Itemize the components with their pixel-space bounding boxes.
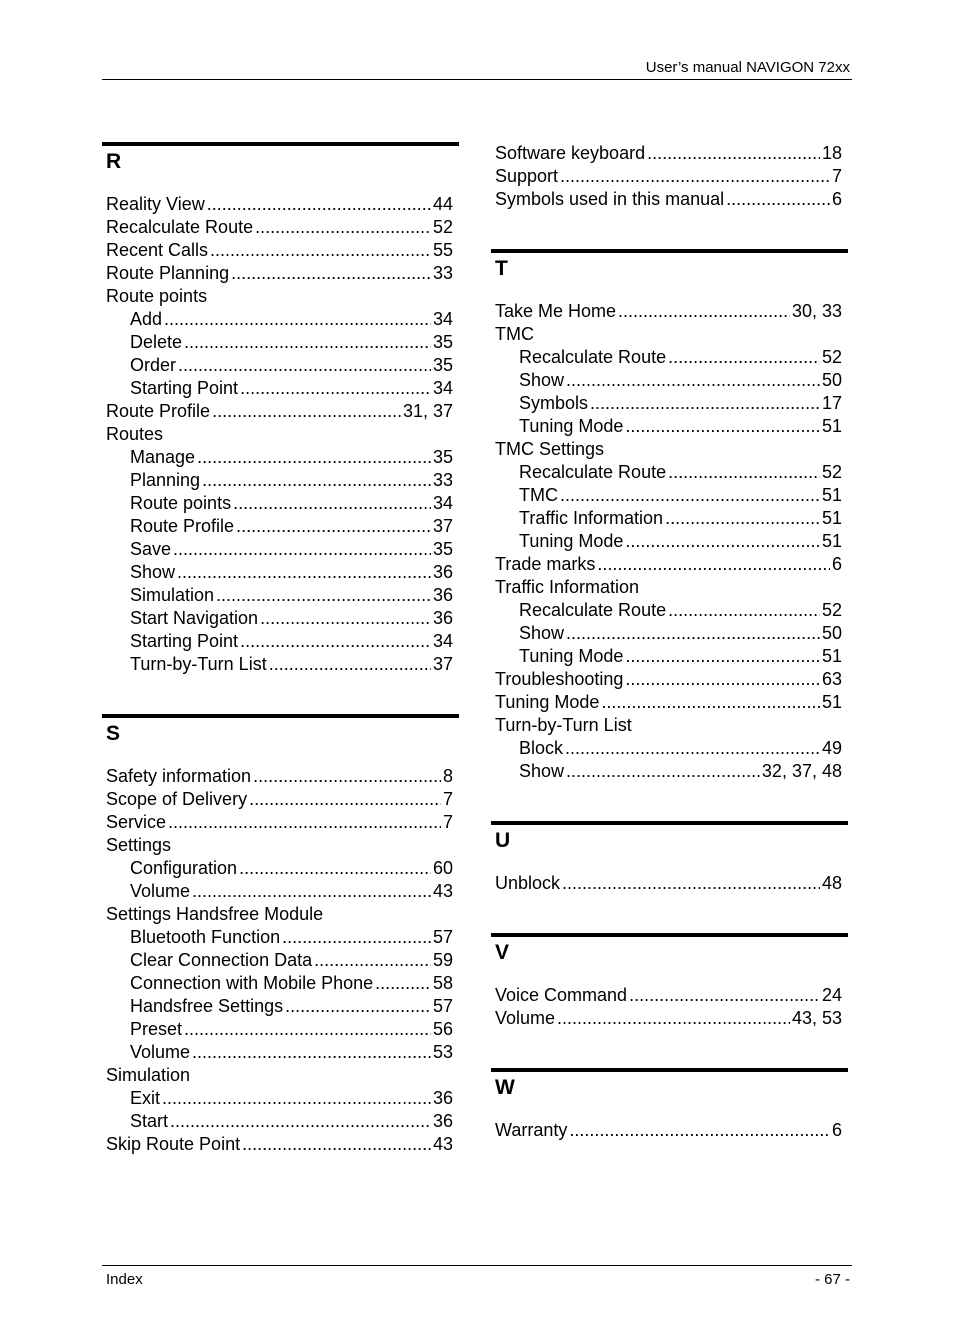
index-term: Planning	[130, 470, 201, 490]
index-term: TMC	[495, 324, 534, 344]
index-page-ref: 30, 33	[791, 301, 842, 321]
dot-leader	[168, 811, 441, 834]
dot-leader	[590, 392, 820, 415]
index-page-ref: 49	[821, 738, 842, 758]
index-term: Connection with Mobile Phone	[130, 973, 374, 993]
index-term: Start	[130, 1111, 169, 1131]
index-term: Simulation	[130, 585, 215, 605]
index-page-ref: 36	[432, 562, 453, 582]
index-page-ref: 8	[442, 766, 453, 786]
dot-leader	[625, 645, 820, 668]
index-page-ref: 6	[831, 554, 842, 574]
index-term: Preset	[130, 1019, 183, 1039]
header-title: User’s manual NAVIGON 72xx	[645, 59, 850, 76]
dot-leader	[618, 300, 790, 323]
dot-leader	[566, 622, 820, 645]
index-term: Support	[495, 166, 559, 186]
index-entry	[102, 995, 459, 1018]
index-entry	[102, 446, 459, 469]
dot-leader	[566, 369, 820, 392]
section-letter: W	[491, 1068, 848, 1111]
dot-leader	[242, 1133, 431, 1156]
index-entry	[102, 811, 459, 834]
index-entry	[102, 285, 459, 308]
index-entry	[102, 216, 459, 239]
index-term: Troubleshooting	[495, 669, 624, 689]
index-entry	[491, 323, 848, 346]
index-term: Block	[519, 738, 564, 758]
index-entry	[491, 576, 848, 599]
index-section	[491, 933, 848, 1030]
index-section	[491, 142, 848, 211]
dot-leader	[665, 507, 820, 530]
index-term: Unblock	[495, 873, 561, 893]
index-term: Volume	[495, 1008, 556, 1028]
index-page-ref: 36	[432, 608, 453, 628]
index-entry	[102, 469, 459, 492]
index-page-ref: 36	[432, 585, 453, 605]
index-term: Recalculate Route	[519, 347, 667, 367]
index-term: Delete	[130, 332, 183, 352]
page-header	[102, 57, 852, 80]
index-term: Recalculate Route	[106, 217, 254, 237]
index-page-ref: 24	[821, 985, 842, 1005]
index-entry	[102, 607, 459, 630]
index-term: Volume	[130, 1042, 191, 1062]
dot-leader	[560, 484, 820, 507]
index-entry	[102, 354, 459, 377]
index-page-ref: 6	[831, 1120, 842, 1140]
section-letter: V	[491, 933, 848, 976]
index-entry	[491, 438, 848, 461]
index-page-ref: 35	[432, 332, 453, 352]
index-page-ref: 59	[432, 950, 453, 970]
index-page-ref: 35	[432, 539, 453, 559]
index-page-ref: 44	[432, 194, 453, 214]
index-entry	[102, 239, 459, 262]
dot-leader	[625, 668, 820, 691]
dot-leader	[565, 737, 820, 760]
index-entry	[102, 788, 459, 811]
index-section	[491, 249, 848, 783]
dot-leader	[282, 926, 431, 949]
dot-leader	[668, 461, 820, 484]
dot-leader	[314, 949, 431, 972]
index-section	[102, 714, 459, 1156]
index-entry	[491, 645, 848, 668]
index-term: Clear Connection Data	[130, 950, 313, 970]
dot-leader	[375, 972, 431, 995]
dot-leader	[647, 142, 820, 165]
index-term: Scope of Delivery	[106, 789, 248, 809]
index-page-ref: 43	[432, 1134, 453, 1154]
index-page-ref: 56	[432, 1019, 453, 1039]
index-page-ref: 63	[821, 669, 842, 689]
index-page-ref: 37	[432, 654, 453, 674]
dot-leader	[240, 377, 431, 400]
dot-leader	[562, 872, 820, 895]
index-page-ref: 43	[432, 881, 453, 901]
dot-leader	[255, 216, 431, 239]
index-term: Handsfree Settings	[130, 996, 284, 1016]
index-page-ref: 37	[432, 516, 453, 536]
index-entry	[102, 377, 459, 400]
index-term: Route points	[106, 286, 208, 306]
index-page-ref: 58	[432, 973, 453, 993]
dot-leader	[625, 530, 820, 553]
index-term: TMC	[519, 485, 558, 505]
index-entry	[491, 415, 848, 438]
index-term: Turn-by-Turn List	[495, 715, 632, 735]
index-term: Show	[519, 761, 565, 781]
index-page-ref: 52	[821, 600, 842, 620]
index-entry	[102, 653, 459, 676]
index-term: Recent Calls	[106, 240, 209, 260]
index-term: Tuning Mode	[495, 692, 600, 712]
index-term: Warranty	[495, 1120, 568, 1140]
index-term: Settings	[106, 835, 172, 855]
index-page-ref: 51	[821, 416, 842, 436]
index-entry	[491, 737, 848, 760]
index-column-left	[102, 142, 459, 1194]
dot-leader	[240, 630, 431, 653]
index-term: Route Profile	[130, 516, 235, 536]
index-term: Route Planning	[106, 263, 230, 283]
index-page-ref: 51	[821, 531, 842, 551]
index-term: Starting Point	[130, 631, 239, 651]
index-term: Skip Route Point	[106, 1134, 241, 1154]
index-entry	[102, 561, 459, 584]
index-term: Recalculate Route	[519, 462, 667, 482]
index-term: Routes	[106, 424, 164, 444]
dot-leader	[253, 765, 441, 788]
dot-leader	[207, 193, 431, 216]
index-page-ref: 48	[821, 873, 842, 893]
index-term: Take Me Home	[495, 301, 617, 321]
index-page-ref: 34	[432, 631, 453, 651]
index-page-ref: 34	[432, 378, 453, 398]
index-entry	[102, 538, 459, 561]
index-page-ref: 52	[432, 217, 453, 237]
index-term: Start Navigation	[130, 608, 259, 628]
index-page-ref: 36	[432, 1111, 453, 1131]
section-letter: T	[491, 249, 848, 292]
dot-leader	[249, 788, 441, 811]
index-page-ref: 53	[432, 1042, 453, 1062]
dot-leader	[197, 446, 431, 469]
index-entry	[102, 834, 459, 857]
index-page-ref: 51	[821, 508, 842, 528]
index-term: Route Profile	[106, 401, 211, 421]
index-term: Simulation	[106, 1065, 191, 1085]
index-entry	[102, 584, 459, 607]
index-section	[102, 142, 459, 676]
index-entry	[102, 1133, 459, 1156]
dot-leader	[184, 331, 431, 354]
index-term: Traffic Information	[495, 577, 640, 597]
index-entry	[102, 630, 459, 653]
dot-leader	[726, 188, 830, 211]
index-entry	[102, 765, 459, 788]
dot-leader	[625, 415, 820, 438]
index-entry	[491, 622, 848, 645]
index-page-ref: 52	[821, 347, 842, 367]
index-entry	[102, 331, 459, 354]
index-page-ref: 31, 37	[402, 401, 453, 421]
section-letter: R	[102, 142, 459, 185]
index-page-ref: 35	[432, 447, 453, 467]
index-page-ref: 33	[432, 470, 453, 490]
index-term: Safety information	[106, 766, 252, 786]
index-page-ref: 57	[432, 996, 453, 1016]
index-entry	[102, 515, 459, 538]
index-entry	[102, 423, 459, 446]
index-page-ref: 57	[432, 927, 453, 947]
index-entry	[491, 984, 848, 1007]
page-footer	[102, 1265, 852, 1288]
index-entry	[102, 1018, 459, 1041]
index-entry	[491, 553, 848, 576]
index-section	[491, 821, 848, 895]
index-entry	[491, 484, 848, 507]
index-term: Starting Point	[130, 378, 239, 398]
dot-leader	[566, 760, 760, 783]
index-term: Volume	[130, 881, 191, 901]
index-entry	[102, 1110, 459, 1133]
dot-leader	[668, 346, 820, 369]
index-entry	[102, 880, 459, 903]
index-page-ref: 43, 53	[791, 1008, 842, 1028]
index-entry	[102, 1087, 459, 1110]
dot-leader	[192, 1041, 431, 1064]
dot-leader	[285, 995, 431, 1018]
index-entry	[491, 369, 848, 392]
dot-leader	[216, 584, 431, 607]
page-number: - 67 -	[814, 1271, 850, 1288]
index-page-ref: 36	[432, 1088, 453, 1108]
dot-leader	[162, 1087, 431, 1110]
index-entry	[491, 188, 848, 211]
dot-leader	[560, 165, 830, 188]
dot-leader	[597, 553, 830, 576]
dot-leader	[170, 1110, 431, 1133]
index-page-ref: 50	[821, 623, 842, 643]
index-entry	[102, 857, 459, 880]
index-page-ref: 51	[821, 485, 842, 505]
dot-leader	[629, 984, 820, 1007]
dot-leader	[668, 599, 820, 622]
index-term: Symbols	[519, 393, 589, 413]
index-term: Show	[130, 562, 176, 582]
dot-leader	[233, 492, 431, 515]
index-term: Tuning Mode	[519, 531, 624, 551]
index-entry	[491, 392, 848, 415]
index-entry	[491, 530, 848, 553]
index-term: Order	[130, 355, 177, 375]
index-page-ref: 7	[442, 812, 453, 832]
dot-leader	[212, 400, 401, 423]
index-entry	[102, 492, 459, 515]
index-term: Bluetooth Function	[130, 927, 281, 947]
dot-leader	[557, 1007, 790, 1030]
index-page-ref: 18	[821, 143, 842, 163]
index-page-ref: 34	[432, 309, 453, 329]
index-entry	[491, 461, 848, 484]
section-letter: U	[491, 821, 848, 864]
dot-leader	[569, 1119, 830, 1142]
dot-leader	[260, 607, 431, 630]
index-page-ref: 32, 37, 48	[761, 761, 842, 781]
index-entry	[102, 972, 459, 995]
index-entry	[491, 714, 848, 737]
index-entry	[491, 1119, 848, 1142]
index-term: Symbols used in this manual	[495, 189, 725, 209]
dot-leader	[269, 653, 431, 676]
index-term: Save	[130, 539, 172, 559]
index-term: Service	[106, 812, 167, 832]
index-term: Turn-by-Turn List	[130, 654, 267, 674]
index-page-ref: 60	[432, 858, 453, 878]
index-entry	[491, 668, 848, 691]
index-entry	[491, 142, 848, 165]
index-page-ref: 7	[831, 166, 842, 186]
index-entry	[491, 599, 848, 622]
index-page-ref: 52	[821, 462, 842, 482]
index-entry	[102, 949, 459, 972]
index-entry	[102, 1064, 459, 1087]
index-page-ref: 51	[821, 692, 842, 712]
index-entry	[491, 507, 848, 530]
index-entry	[491, 1007, 848, 1030]
dot-leader	[236, 515, 431, 538]
index-column-right	[491, 142, 848, 1180]
index-entry	[102, 1041, 459, 1064]
index-entry	[491, 872, 848, 895]
index-term: Exit	[130, 1088, 161, 1108]
dot-leader	[178, 354, 431, 377]
index-term: Recalculate Route	[519, 600, 667, 620]
index-entry	[102, 400, 459, 423]
index-entry	[102, 193, 459, 216]
index-term: Trade marks	[495, 554, 596, 574]
index-term: Voice Command	[495, 985, 628, 1005]
dot-leader	[239, 857, 431, 880]
index-page-ref: 55	[432, 240, 453, 260]
index-page-ref: 35	[432, 355, 453, 375]
index-term: Tuning Mode	[519, 416, 624, 436]
dot-leader	[164, 308, 431, 331]
index-page-ref: 17	[821, 393, 842, 413]
index-term: Settings Handsfree Module	[106, 904, 324, 924]
index-page-ref: 50	[821, 370, 842, 390]
index-term: Show	[519, 370, 565, 390]
index-entry	[491, 760, 848, 783]
index-page-ref: 7	[442, 789, 453, 809]
index-term: Add	[130, 309, 163, 329]
index-entry	[102, 926, 459, 949]
index-page-ref: 34	[432, 493, 453, 513]
dot-leader	[184, 1018, 431, 1041]
index-entry	[491, 300, 848, 323]
index-page-ref: 51	[821, 646, 842, 666]
index-term: Traffic Information	[519, 508, 664, 528]
dot-leader	[210, 239, 431, 262]
index-entry	[491, 691, 848, 714]
index-entry	[102, 262, 459, 285]
index-term: TMC Settings	[495, 439, 605, 459]
index-term: Configuration	[130, 858, 238, 878]
index-entry	[102, 308, 459, 331]
dot-leader	[601, 691, 820, 714]
dot-leader	[192, 880, 431, 903]
index-section	[491, 1068, 848, 1142]
dot-leader	[202, 469, 431, 492]
index-term: Software keyboard	[495, 143, 646, 163]
index-term: Show	[519, 623, 565, 643]
index-page-ref: 6	[831, 189, 842, 209]
index-term: Route points	[130, 493, 232, 513]
index-term: Tuning Mode	[519, 646, 624, 666]
index-entry	[491, 346, 848, 369]
index-entry	[491, 165, 848, 188]
index-term: Reality View	[106, 194, 205, 214]
section-letter: S	[102, 714, 459, 757]
index-entry	[102, 903, 459, 926]
dot-leader	[231, 262, 431, 285]
dot-leader	[177, 561, 431, 584]
footer-section-label: Index	[106, 1271, 143, 1288]
index-page-ref: 33	[432, 263, 453, 283]
dot-leader	[173, 538, 431, 561]
index-term: Manage	[130, 447, 196, 467]
